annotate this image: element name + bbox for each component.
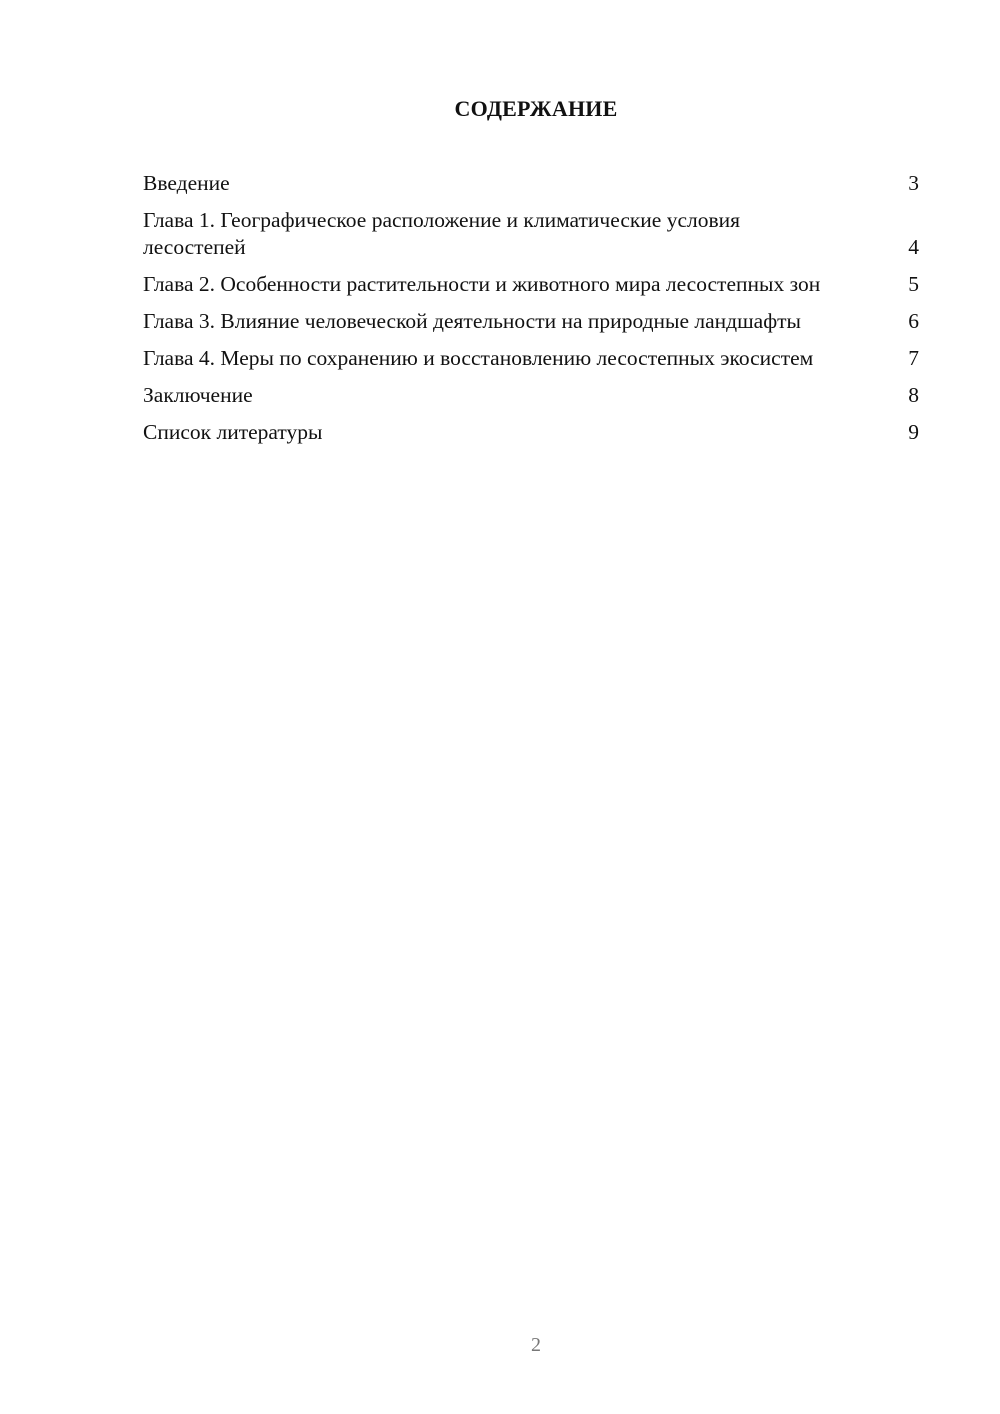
toc-entry-text: Введение [143,171,230,195]
toc-entry-text: Список литературы [143,420,323,444]
toc-entry-chapter-4 [143,345,919,372]
toc-entry-references [143,419,919,446]
toc-entry-chapter-2 [143,271,919,298]
page-title: СОДЕРЖАНИЕ [454,96,618,121]
toc-entry-text: Глава 4. Меры по сохранению и восстановлению лесостепных экосистем [143,346,814,370]
page-number: 2 [531,1334,541,1356]
toc-entry-chapter-1 [143,207,919,261]
toc-entry-text: Глава 3. Влияние человеческой деятельности на природные ландшафты [143,309,801,333]
toc-entry-page: 4 [908,235,919,259]
toc-entry-introduction [143,170,919,197]
toc-entry-text: Глава 2. Особенности растительности и животного мира лесостепных зон [143,272,821,296]
toc-entry-conclusion [143,382,919,409]
toc-entry-chapter-3 [143,308,919,335]
toc-entry-page: 7 [908,346,919,370]
toc-entry-page: 5 [908,272,919,296]
toc-entry-page: 3 [908,171,919,195]
toc-entry-text: Глава 1. Географическое расположение и климатические условия лесостепей [143,208,741,259]
toc-entry-page: 9 [908,420,919,444]
toc-entry-page: 6 [908,309,919,333]
toc-entry-text: Заключение [143,383,253,407]
table-of-contents [143,170,919,456]
toc-entry-page: 8 [908,383,919,407]
